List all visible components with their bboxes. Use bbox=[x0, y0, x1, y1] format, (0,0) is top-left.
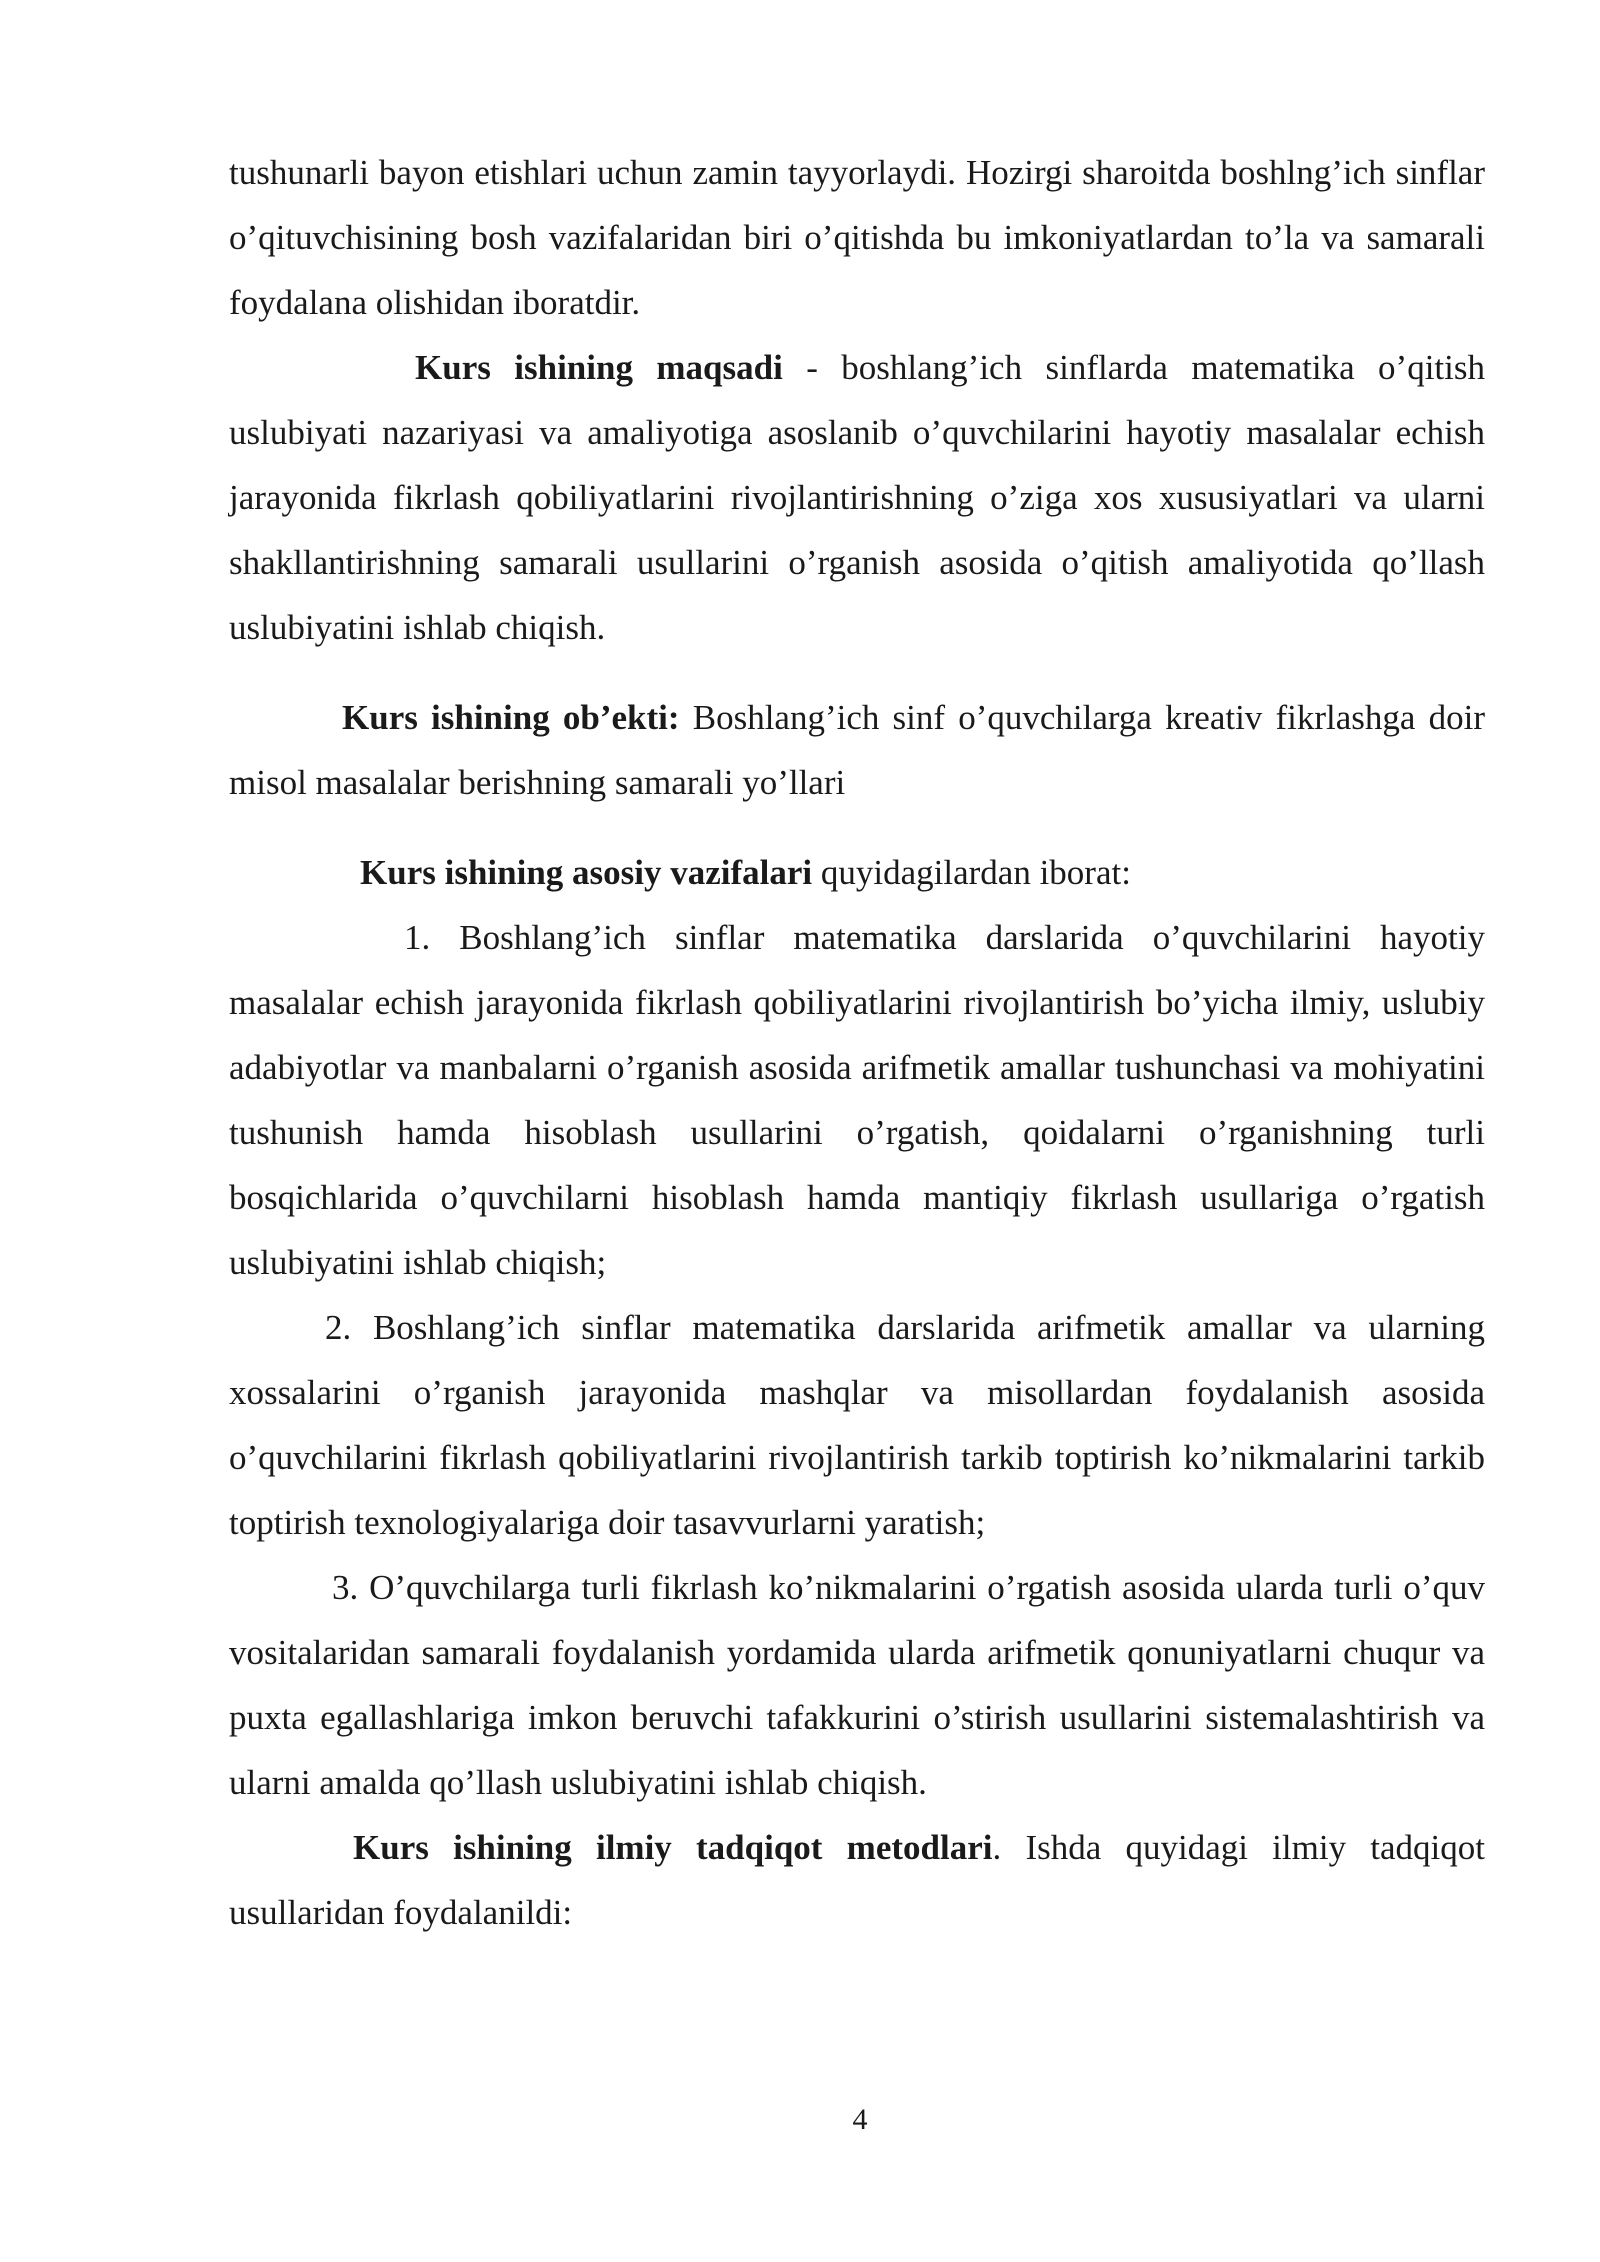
paragraph-text: Boshlang’ich sinf o’quvchilarga kreativ fikrlashga doir misol masalalar berishning samarali yo’llari bbox=[229, 698, 1485, 802]
paragraph-heading-methods: Kurs ishining ilmiy tadqiqot metodlari bbox=[353, 1828, 993, 1867]
list-item-task-1 bbox=[229, 905, 1485, 1295]
paragraph-text: 1. Boshlang’ich sinflar matematika darslarida o’quvchilarini hayotiy masalalar echish jarayonida fikrlash qobiliyatlarini rivojlantirish bo’yicha ilmiy, uslubiy adabiyotlar va manbalarni o’rganish asosida arifmetik amallar tushunchasi va mohiyatini tushunish hamda hisoblash usullarini o’rgatish, qoidalarni o’rganishning turli bosqichlarida o’quvchilarni hisoblash hamda mantiqiy fikrlash usullariga o’rgatish uslubiyatini ishlab chiqish; bbox=[229, 918, 1485, 1282]
paragraph-research-methods bbox=[229, 1815, 1485, 1945]
paragraph-heading-object: Kurs ishining ob’ekti: bbox=[342, 698, 680, 737]
paragraph-text: quyidagilardan iborat: bbox=[812, 853, 1131, 892]
paragraph-text: - boshlang’ich sinflarda matematika o’qitish uslubiyati nazariyasi va amaliyotiga asoslanib o’quvchilarini hayotiy masalalar echish jarayonida fikrlash qobiliyatlarini rivojlantirishning o’ziga xos xususiyatlari va ularni shakllantirishning samarali usullarini o’rganish asosida o’qitish amaliyotida qo’llash uslubiyatini ishlab chiqish. bbox=[229, 348, 1486, 647]
paragraph-intro-continuation bbox=[229, 140, 1485, 335]
list-item-task-2 bbox=[229, 1295, 1485, 1555]
list-item-task-3 bbox=[229, 1555, 1485, 1815]
paragraph-heading-tasks: Kurs ishining asosiy vazifalari bbox=[360, 853, 813, 892]
paragraph-text: tushunarli bayon etishlari uchun zamin tayyorlaydi. Hozirgi sharoitda boshlng’ich sinflar o’qituvchisining bosh vazifalaridan biri o’qitishda bu imkoniyatlardan to’la va samarali foydalana olishidan iboratdir. bbox=[229, 153, 1485, 322]
paragraph-heading-goal: Kurs ishining maqsadi bbox=[415, 348, 783, 387]
paragraph-course-goal bbox=[229, 335, 1485, 660]
paragraph-course-object bbox=[229, 685, 1485, 815]
paragraph-course-tasks bbox=[229, 840, 1485, 905]
page-number: 4 bbox=[852, 2103, 868, 2136]
page-body bbox=[229, 140, 1485, 1945]
paragraph-text: 2. Boshlang’ich sinflar matematika darslarida arifmetik amallar va ularning xossalarini o’rganish jarayonida mashqlar va misollardan foydalanish asosida o’quvchilarini fikrlash qobiliyatlarini rivojlantirish tarkib toptirish ko’nikmalarini tarkib toptirish texnologiyalariga doir tasavvurlarni yaratish; bbox=[229, 1308, 1485, 1542]
paragraph-text: . Ishda quyidagi ilmiy tadqiqot usullaridan foydalanildi: bbox=[229, 1828, 1485, 1932]
paragraph-text: 3. O’quvchilarga turli fikrlash ko’nikmalarini o’rgatish asosida ularda turli o’quv vositalaridan samarali foydalanish yordamida ularda arifmetik qonuniyatlarni chuqur va puxta egallashlariga imkon beruvchi tafakkurini o’stirish usullarini sistemalashtirish va ularni amalda qo’llash uslubiyatini ishlab chiqish. bbox=[229, 1568, 1485, 1802]
